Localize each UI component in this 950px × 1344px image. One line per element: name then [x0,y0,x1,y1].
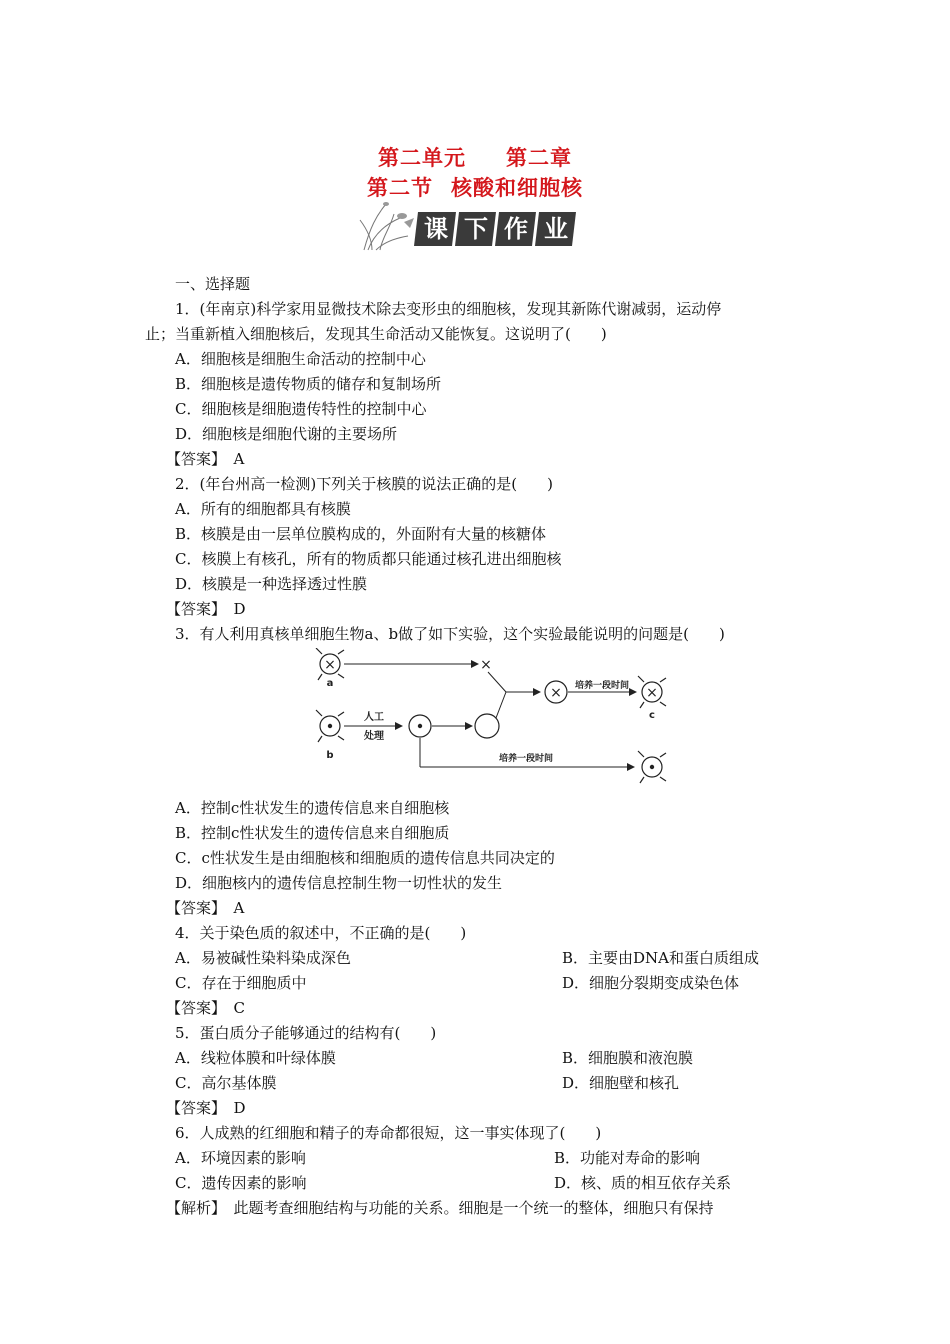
q6-option-d: D．核、质的相互依存关系 [554,1174,732,1192]
culture-label-lower: 培养一段时间 [498,754,554,764]
q1-stem-line2: 止；当重新植入细胞核后，发现其生命活动又能恢复。这说明了( ) [145,325,607,343]
part-title: 一、选择题 [175,275,251,293]
unit-chapter-title [0,142,950,172]
culture-label-upper: 培养一段时间 [574,681,630,691]
q2-option-c: C．核膜上有核孔，所有的物质都只能通过核孔进出细胞核 [175,550,562,568]
label-a: a [326,678,334,689]
q5-answer: 【答案】 D [166,1099,246,1117]
q6-option-b: B．功能对寿命的影响 [554,1149,701,1167]
section-label: 第二节 [367,175,433,200]
q1-option-a: A．细胞核是细胞生命活动的控制中心 [175,350,426,368]
q1-stem-line1: 1．(年南京)科学家用显微技术除去变形虫的细胞核，发现其新陈代谢减弱，运动停 [175,300,722,318]
section-name: 核酸和细胞核 [451,175,583,200]
q2-option-d: D．核膜是一种选择透过性膜 [175,575,368,593]
experiment-diagram [300,648,700,788]
q1-option-d: D．细胞核是细胞代谢的主要场所 [175,425,398,443]
unit-label: 第二单元 [378,145,466,170]
svg-text:×: × [480,657,492,673]
q3-option-a: A．控制c性状发生的遗传信息来自细胞核 [175,799,450,817]
svg-text:×: × [324,657,336,673]
q2-answer: 【答案】 D [166,600,246,618]
process-label-1: 人工 [364,712,384,723]
q6-analysis: 【解析】 此题考查细胞结构与功能的关系。细胞是一个统一的整体，细胞只有保持 [166,1199,714,1217]
q3-option-c: C．c性状发生是由细胞核和细胞质的遗传信息共同决定的 [175,849,555,867]
q4-answer: 【答案】 C [166,999,245,1017]
homework-banner [356,198,596,254]
q4-option-b: B．主要由DNA和蛋白质组成 [562,949,760,967]
cell-a-icon [316,648,344,680]
q6-stem: 6．人成熟的红细胞和精子的寿命都很短，这一事实体现了( ) [175,1124,602,1142]
q5-option-b: B．细胞膜和液泡膜 [562,1049,694,1067]
enucleated-cell-icon [475,714,499,738]
cell-c-icon [638,676,666,708]
q3-stem: 3．有人利用真核单细胞生物a、b做了如下实验，这个实验最能说明的问题是( ) [175,625,725,643]
label-b: b [326,750,334,761]
q5-option-c: C．高尔基体膜 [175,1074,277,1092]
banner-char-4: 业 [544,215,568,243]
q2-option-a: A．所有的细胞都具有核膜 [175,500,351,518]
chapter-label: 第二章 [506,145,572,170]
q2-stem: 2．(年台州高一检测)下列关于核膜的说法正确的是( ) [175,475,553,493]
q3-option-d: D．细胞核内的遗传信息控制生物一切性状的发生 [175,874,503,892]
svg-text:×: × [646,685,658,701]
q1-option-b: B．细胞核是遗传物质的储存和复制场所 [175,375,442,393]
q5-stem: 5．蛋白质分子能够通过的结构有( ) [175,1024,437,1042]
banner-char-3: 作 [504,215,528,243]
q6-option-c: C．遗传因素的影响 [175,1174,307,1192]
treated-cell-icon [409,715,431,737]
q4-option-a: A．易被碱性染料染成深色 [175,949,351,967]
q5-option-a: A．线粒体膜和叶绿体膜 [175,1049,336,1067]
q2-option-b: B．核膜是由一层单位膜构成的，外面附有大量的核糖体 [175,525,547,543]
q1-answer: 【答案】 A [166,450,245,468]
banner-char-2: 下 [464,215,488,243]
q4-stem: 4．关于染色质的叙述中，不正确的是( ) [175,924,467,942]
cell-b-icon [316,710,344,742]
reconstructed-cell-icon [545,681,567,703]
label-c: c [649,710,655,721]
q4-option-c: C．存在于细胞质中 [175,974,307,992]
q5-option-d: D．细胞壁和核孔 [562,1074,680,1092]
q4-option-d: D．细胞分裂期变成染色体 [562,974,740,992]
banner-char-1: 课 [424,215,448,243]
q6-option-a: A．环境因素的影响 [175,1149,306,1167]
process-label-2: 处理 [364,731,384,742]
svg-text:×: × [550,685,562,701]
result-cell-lower-icon [638,751,666,783]
q3-option-b: B．控制c性状发生的遗传信息来自细胞质 [175,824,450,842]
q1-option-c: C．细胞核是细胞遗传特性的控制中心 [175,400,427,418]
q3-answer: 【答案】 A [166,899,245,917]
